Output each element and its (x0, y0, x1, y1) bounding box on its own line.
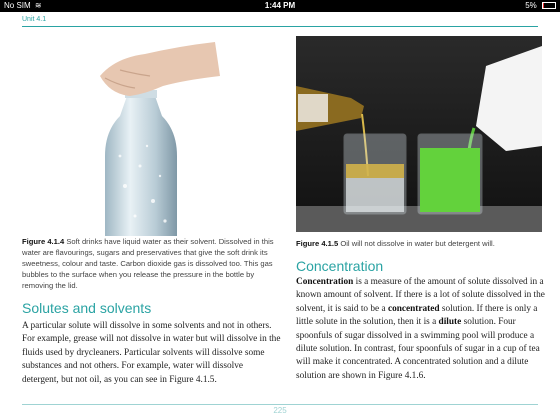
term-dilute: dilute (438, 317, 462, 328)
carrier-label: No SIM (4, 1, 31, 10)
footer-divider (22, 404, 538, 405)
battery-icon (542, 2, 556, 9)
term-concentration: Concentration (296, 277, 354, 287)
figure-4-1-5-text: Oil will not dissolve in water but detergent will. (338, 239, 495, 248)
page-number: 225 (273, 406, 287, 415)
figure-4-1-5-label: Figure 4.1.5 (296, 239, 339, 248)
hand (100, 42, 220, 96)
unit-label: Unit 4.1 (22, 16, 47, 23)
concentration-text-3: solution. Four spoonfuls of sugar dissolved in a swimming pool will produce a dilute solution. In contrast, four spoonfuls of sugar in a cup of tea will make it concentrated. A concentrated solution and a dilute solution are shown in Figure 4.1.6. (296, 317, 540, 381)
figure-soft-drink-bottle (65, 36, 225, 236)
figure-4-1-4-label: Figure 4.1.4 (22, 237, 65, 246)
solutes-paragraph: A particular solute will dissolve in some solvents and not in others. For example, grease will not dissolve in water but will dissolve in the fluids used by drycleaners. Particular solvents will dissolve some substances and not others. For example, water will dissolve detergent, but not oil, as you can see in Figure 4.1.5. (22, 321, 281, 385)
concentration-paragraph (296, 276, 546, 383)
oil-bottle-label (298, 94, 328, 122)
term-concentrated: concentrated (387, 303, 440, 314)
figure-oil-detergent-beakers (296, 36, 542, 232)
figure-4-1-4-text: Soft drinks have liquid water as their solvent. Dissolved in this water are flavourings, sugars and preservatives that give the soft drink its sweetness, colour and taste. Carbon dioxide gas is dissolved too. This gas bubbles to the surface when you release the pressure in the bottle by removing the lid. (22, 237, 274, 290)
header-divider (22, 26, 538, 27)
battery-percent: 5% (525, 1, 537, 10)
clock: 1:44 PM (264, 1, 296, 10)
battery-fill (543, 3, 544, 8)
concentration-text-2: solution. If there is only a little solute in the solution, then it is a (296, 303, 538, 328)
oil-layer (346, 164, 404, 178)
water-layer (346, 178, 404, 212)
battery-status (525, 0, 556, 12)
wifi-icon: ≋ (34, 1, 42, 10)
figure-4-1-4-caption (22, 236, 280, 291)
heading-solutes-and-solvents: Solutes and solvents (22, 300, 152, 316)
heading-concentration: Concentration (296, 258, 384, 274)
status-bar (0, 0, 560, 12)
detergent-solution (420, 148, 480, 212)
concentration-text-1: is a measure of the amount of solute dissolved in a known amount of solvent. If there is a lot of solute dissolved in the solvent, it is said to be a (296, 277, 545, 314)
figure-4-1-5-caption (296, 238, 546, 249)
